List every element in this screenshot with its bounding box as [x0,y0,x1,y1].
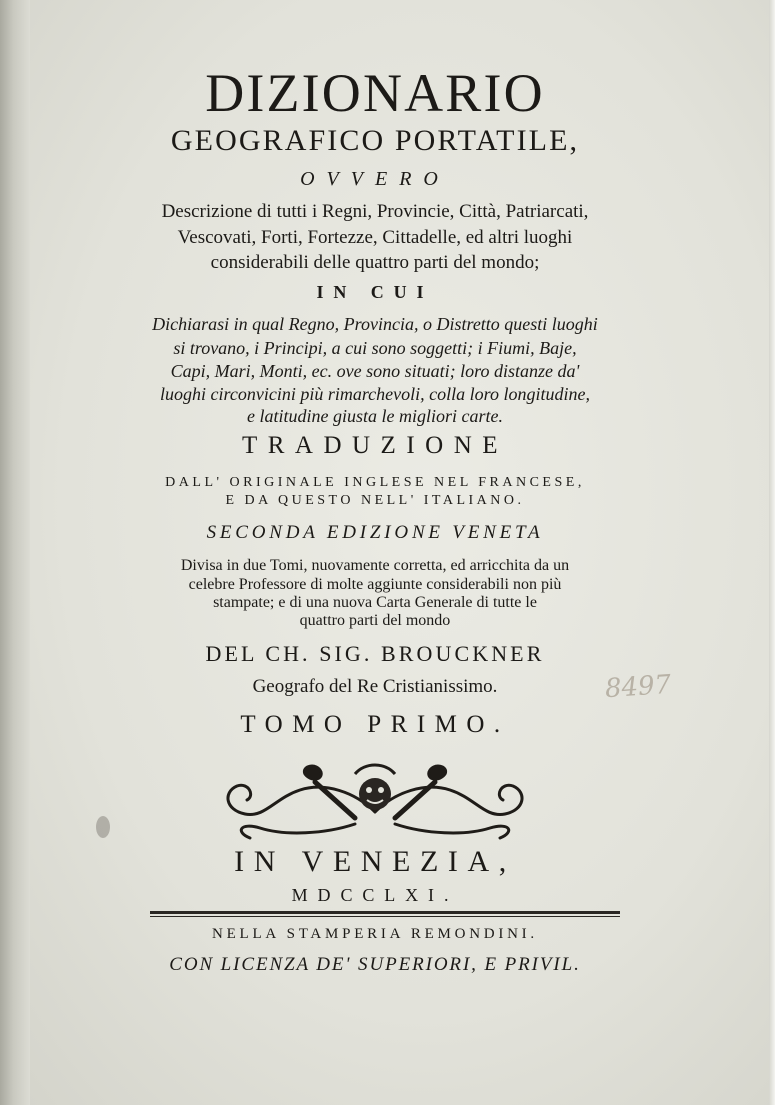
printers-ornament-icon [205,752,545,842]
divisa-line: Divisa in due Tomi, nuovamente corretta, ed arricchita da un [180,557,570,574]
place-line: IN VENEZIA, [234,845,516,878]
year-line: MDCCLXI. [291,885,459,905]
license-line: CON LICENZA DE' SUPERIORI, E PRIVIL. [169,954,581,975]
author-line: DEL CH. SIG. BROUCKNER [205,641,545,666]
ovvero-line: OVVERO [300,168,450,190]
divider-rule [150,916,620,917]
italic-description-line: si trovano, i Principi, a cui sono soggetti; i Fiumi, Baje, [173,338,577,358]
divisa-line: quattro parti del mondo [299,612,451,629]
manuscript-note: 8497 [604,669,673,705]
divisa-line: celebre Professore di molte aggiunte considerabili non più [188,576,562,593]
ink-blot [96,816,110,838]
printer-line: NELLA STAMPERIA REMONDINI. [212,926,538,942]
italic-description-line: luoghi circonvicini più rimarchevoli, colla loro longitudine, [160,384,590,404]
italic-description-line: e latitudine giusta le migliori carte. [247,406,503,426]
italic-description-line: Dichiarasi in qual Regno, Provincia, o Distretto questi luoghi [152,314,598,334]
traduzione-heading: TRADUZIONE [241,432,509,459]
in-cui-heading: IN CUI [316,282,434,302]
edition-line: SECONDA EDIZIONE VENETA [206,522,544,543]
page-edge [769,0,775,1105]
book-spine-edge [0,0,30,1105]
italic-description-line: Capi, Mari, Monti, ec. ove sono situati; loro distanze da' [170,361,580,381]
book-subtitle: GEOGRAFICO PORTATILE, [170,124,580,157]
volume-line: TOMO PRIMO. [240,711,510,738]
divisa-line: stampate; e di una nuova Carta Generale di tutte le [213,594,537,611]
description-line: considerabili delle quattro parti del mondo; [210,252,540,273]
author-role: Geografo del Re Cristianissimo. [252,676,498,697]
divider-rule [150,911,620,914]
description-line: Descrizione di tutti i Regni, Provincie, Città, Patriarcati, [161,201,589,222]
origin-line: DALL' ORIGINALE INGLESE NEL FRANCESE, [165,475,585,490]
origin-line: E DA QUESTO NELL' ITALIANO. [225,493,525,508]
description-line: Vescovati, Forti, Fortezze, Cittadelle, ed altri luoghi [177,227,573,248]
book-title: DIZIONARIO [205,63,545,123]
